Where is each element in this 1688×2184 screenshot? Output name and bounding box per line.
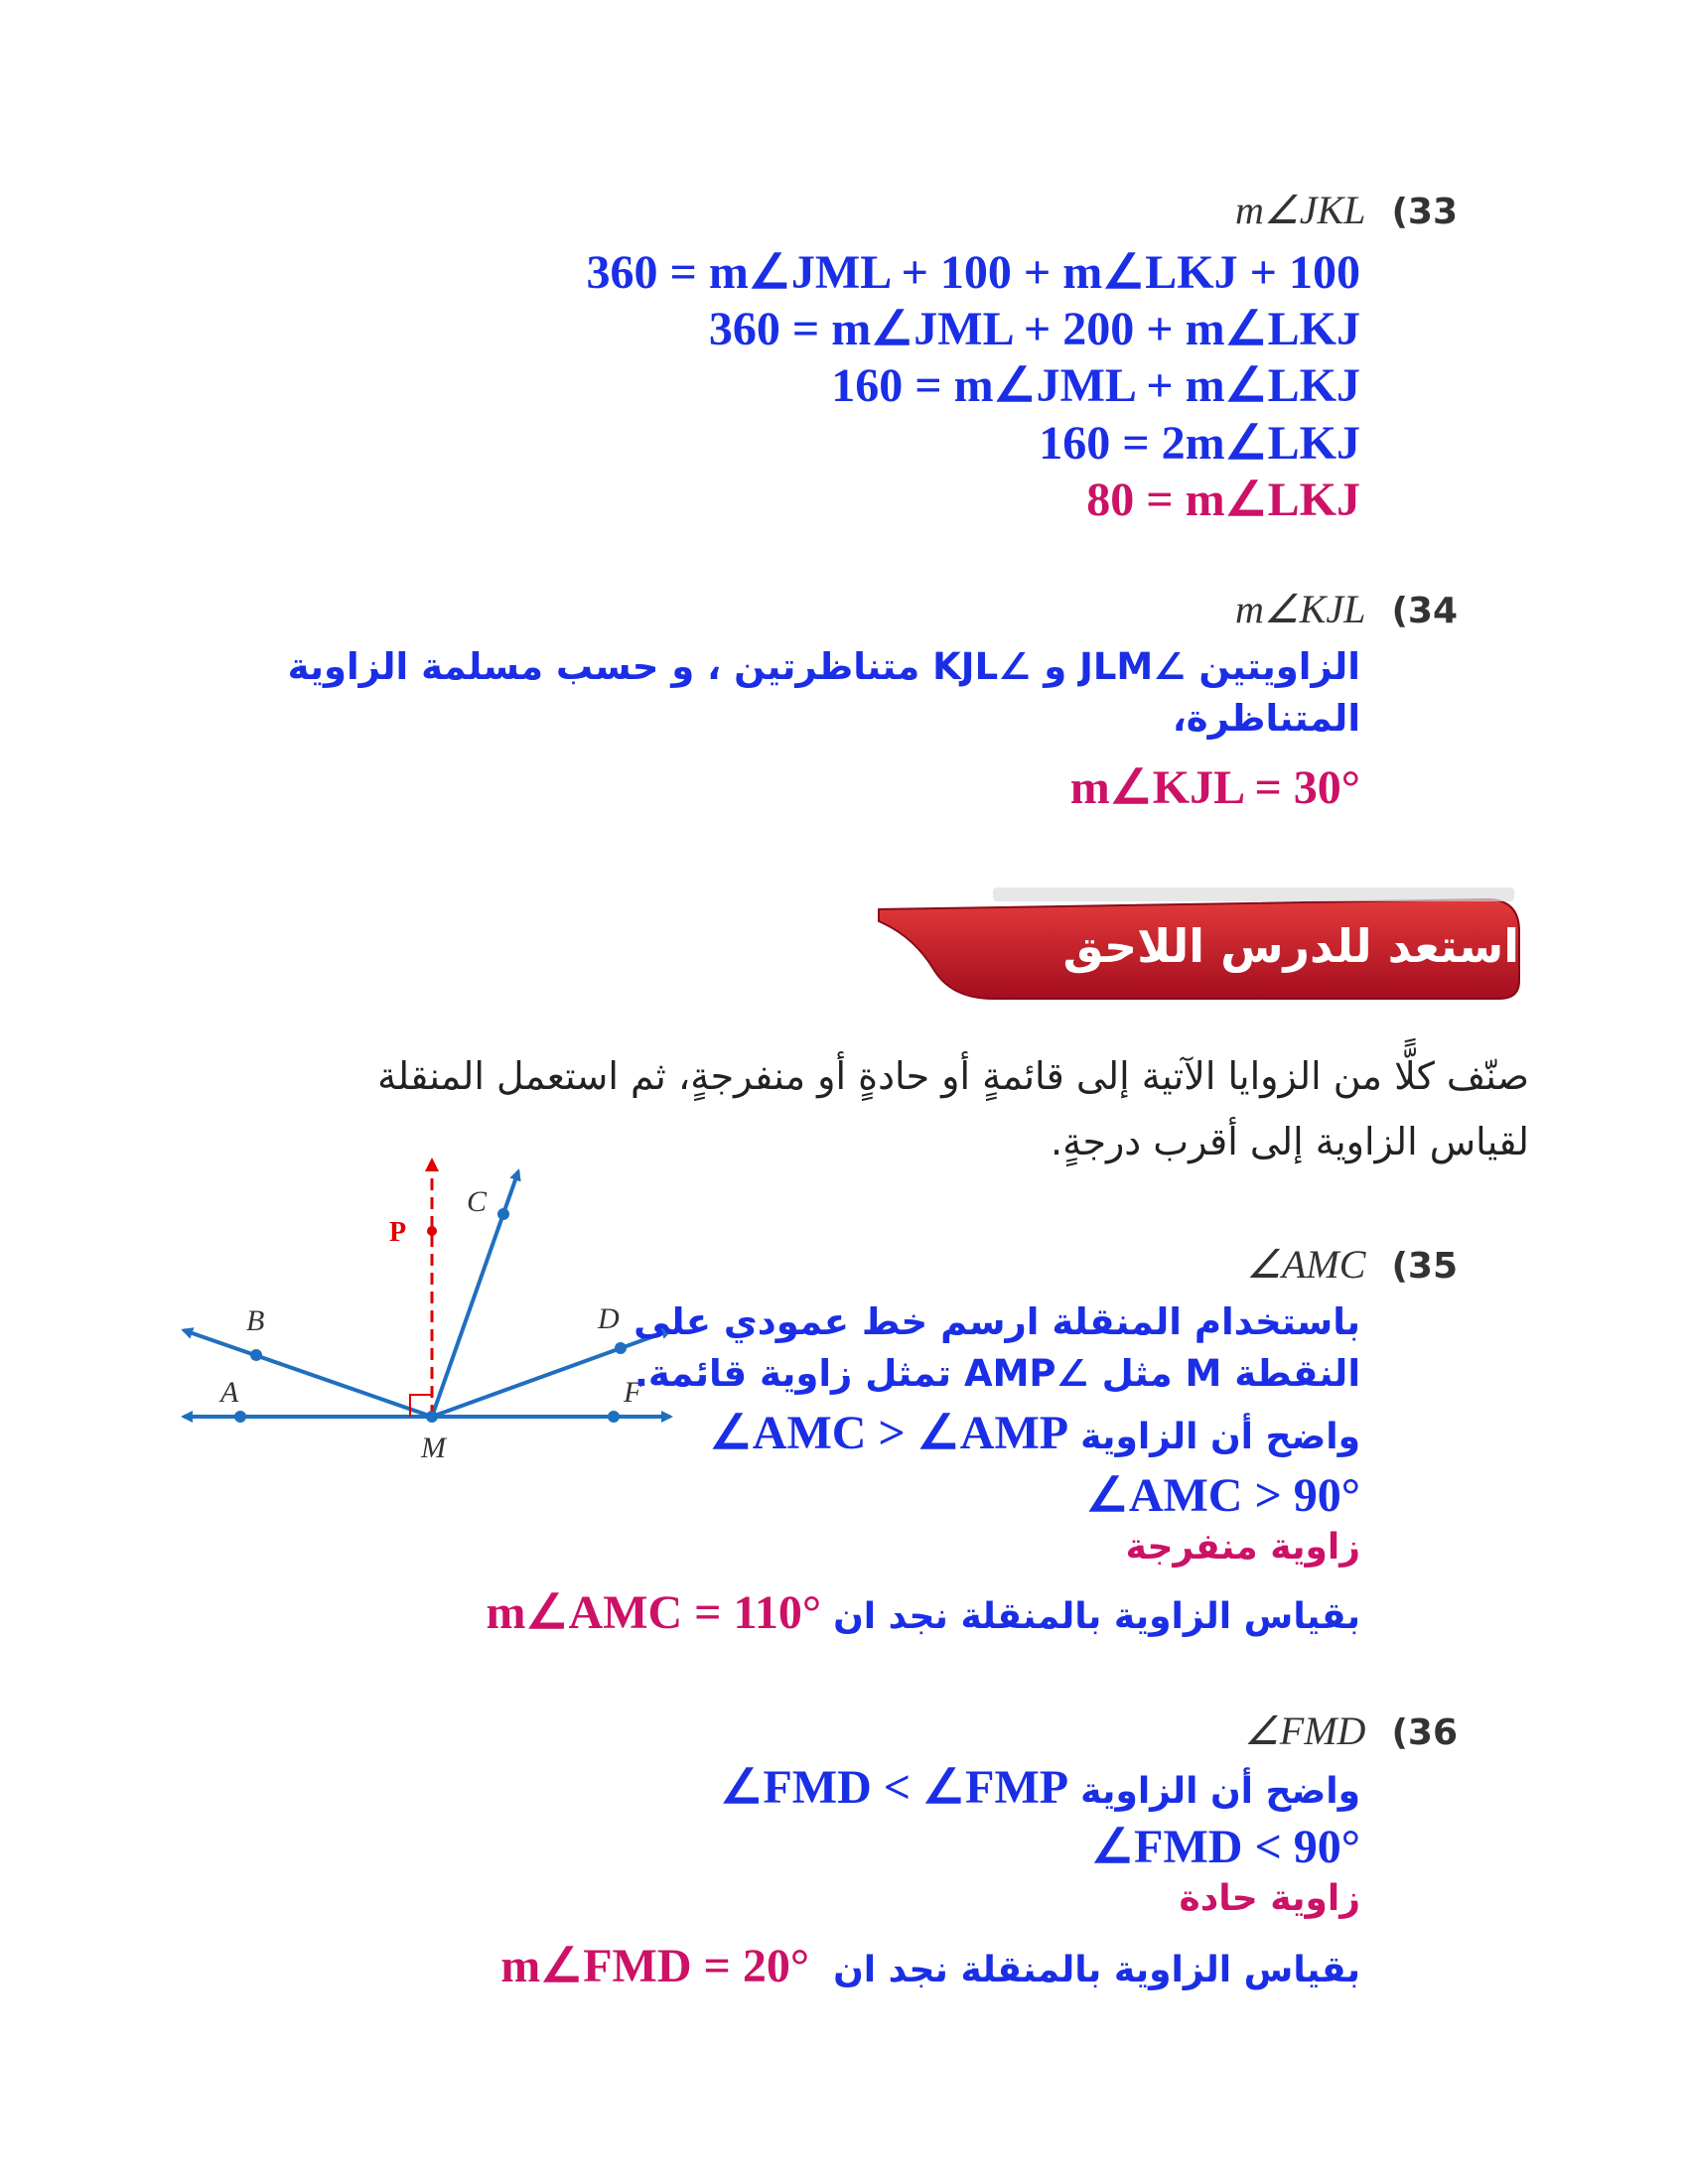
point-c — [497, 1208, 509, 1220]
q34-result: m∠KJL = 30° — [1069, 761, 1360, 814]
q35-header — [1246, 1241, 1458, 1288]
point-p — [427, 1226, 437, 1236]
q35-line-6-text: بقياس الزاوية بالمنقلة نجد ان — [833, 1596, 1360, 1637]
instructions-line-2: لقياس الزاوية إلى أقرب درجةٍ. — [1051, 1120, 1529, 1163]
q36-line-4-math: m∠FMD = 20° — [500, 1940, 810, 1992]
q33-line-4: 160 = 2m∠LKJ — [1039, 417, 1360, 470]
q34-text-line-1: الزاويتين ∠JLM و ∠KJL متناظرتين ، و حسب مسلمة الزاوية — [287, 645, 1360, 688]
q35-line-3 — [710, 1405, 1360, 1460]
q33-result: 80 = m∠LKJ — [1086, 474, 1360, 526]
q35-line-3-text: واضح أن الزاوية — [1080, 1417, 1360, 1457]
q34-number: (34 — [1391, 591, 1458, 631]
q35-line-2: النقطة M مثل ∠AMP تمثل زاوية قائمة. — [633, 1352, 1360, 1395]
label-a: A — [220, 1376, 239, 1409]
q34-header — [1235, 586, 1458, 632]
q36-line-3: زاوية حادة — [1179, 1878, 1360, 1919]
label-f: F — [624, 1376, 642, 1409]
q35-line-1: باستخدام المنقلة ارسم خط عمودي على — [633, 1300, 1360, 1343]
point-b — [250, 1349, 262, 1361]
q35-line-6 — [487, 1584, 1360, 1640]
q35-line-6-math: m∠AMC = 110° — [486, 1586, 822, 1639]
q36-number: (36 — [1391, 1712, 1458, 1753]
point-a — [234, 1411, 246, 1423]
label-m: M — [421, 1432, 446, 1464]
point-f — [608, 1411, 620, 1423]
q35-label: ∠AMC — [1246, 1242, 1366, 1287]
q36-line-4-text: بقياس الزاوية بالمنقلة نجد ان — [833, 1950, 1360, 1990]
q36-header — [1244, 1707, 1458, 1754]
q35-number: (35 — [1391, 1246, 1458, 1287]
q33-label: m∠JKL — [1235, 188, 1366, 232]
q36-line-4 — [500, 1938, 1360, 1993]
point-m — [426, 1411, 438, 1423]
label-c: C — [467, 1185, 488, 1218]
q34-text-line-2: المتناظرة، — [1172, 697, 1360, 740]
label-p: P — [389, 1217, 407, 1248]
q36-label: ∠FMD — [1243, 1708, 1366, 1753]
q35-line-5: زاوية منفرجة — [1125, 1527, 1360, 1568]
q36-line-1 — [720, 1759, 1360, 1815]
q35-line-3-math: ∠AMC > ∠AMP — [709, 1407, 1069, 1459]
q35-line-4: ∠AMC > 90° — [1085, 1469, 1360, 1522]
q34-label: m∠KJL — [1235, 587, 1366, 631]
label-b: B — [246, 1304, 265, 1337]
banner-title: استعد للدرس اللاحق — [1062, 919, 1519, 973]
label-d: D — [598, 1302, 620, 1335]
q33-line-2: 360 = m∠JML + 200 + m∠LKJ — [708, 303, 1360, 355]
q36-line-2: ∠FMD < 90° — [1091, 1821, 1360, 1873]
q36-line-1-text: واضح أن الزاوية — [1080, 1771, 1360, 1812]
q36-line-1-math: ∠FMD < ∠FMP — [720, 1761, 1069, 1814]
angle-diagram — [169, 1152, 685, 1479]
q33-line-1: 360 = m∠JML + 100 + m∠LKJ + 100 — [586, 246, 1360, 299]
q33-number: (33 — [1391, 192, 1458, 232]
q33-header — [1235, 187, 1458, 233]
instructions-line-1: صنّف كلًّا من الزوايا الآتية إلى قائمةٍ أو حادةٍ أو منفرجةٍ، ثم استعمل المنقلة — [377, 1054, 1529, 1098]
point-d — [615, 1342, 627, 1354]
q33-line-3: 160 = m∠JML + m∠LKJ — [831, 359, 1360, 412]
